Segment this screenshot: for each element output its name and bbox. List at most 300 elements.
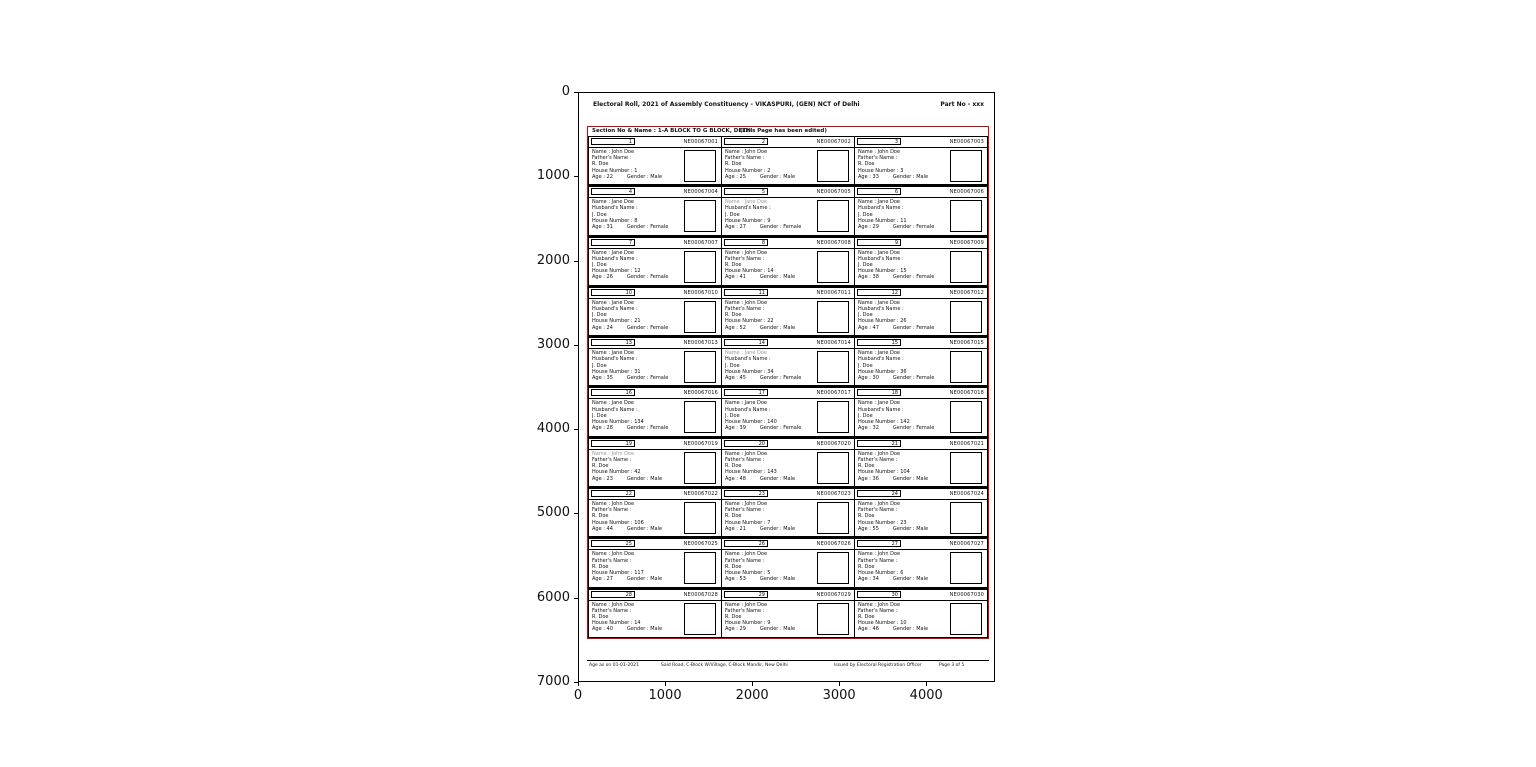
voter-card-row [588,589,988,638]
photo-box [950,351,982,383]
voter-age: Age : 36 [858,475,879,482]
serial-number: 21 [857,440,901,447]
house-number: House Number : 42 [592,469,641,476]
relation-label: Husband's Name : [592,306,638,313]
y-tick-label: 3000 [536,336,570,352]
photo-box [950,150,982,182]
photo-box [817,401,849,433]
voter-name: Name : John Doe [725,149,768,155]
house-number: House Number : 26 [858,318,907,325]
x-tick-label: 3000 [822,688,856,703]
age-gender-line [858,476,946,482]
age-gender-line [858,325,946,331]
voter-card [722,387,855,436]
voter-gender: Gender : Male [892,173,929,180]
voter-name: Name : John Doe [592,450,635,457]
voter-card [722,186,855,235]
relation-name: R. Doe [725,563,742,570]
epic-number: NE00067026 [816,541,851,548]
house-number: House Number : 14 [725,268,774,275]
x-tick-mark [578,682,579,686]
age-gender-line [858,375,946,381]
serial-number: 18 [857,389,901,396]
voter-card [722,337,855,386]
voter-gender: Gender : Female [892,425,935,432]
voter-age: Age : 26 [592,274,613,281]
epic-number: NE00067020 [816,440,851,447]
house-number: House Number : 21 [592,318,641,325]
voter-gender: Gender : Male [626,576,663,583]
voter-gender: Gender : Female [626,224,669,231]
serial-number: 8 [724,239,768,246]
voter-card [855,488,988,537]
age-gender-line [592,425,680,431]
house-number: House Number : 15 [858,268,907,275]
relation-name: R. Doe [858,513,875,520]
photo-box [684,603,716,635]
voter-age: Age : 28 [592,425,613,432]
epic-number: NE00067029 [816,591,851,598]
voter-card [588,488,722,537]
voter-name: Name : John Doe [858,149,901,155]
age-gender-line [592,325,680,331]
relation-name: R. Doe [858,463,875,470]
photo-box [684,150,716,182]
voter-gender: Gender : Female [892,274,935,281]
voter-card [588,337,722,386]
voter-name: Name : Jane Doe [592,350,634,357]
voter-name: Name : Jane Doe [858,249,900,256]
voter-age: Age : 53 [725,576,746,583]
epic-number: NE00067021 [949,440,984,447]
x-tick-label: 1000 [648,688,682,703]
voter-fields [589,550,682,586]
voter-name: Name : John Doe [858,501,901,508]
house-number: House Number : 31 [592,368,641,375]
voter-fields [589,399,682,435]
relation-label: Husband's Name : [592,356,638,363]
voter-fields [722,399,815,435]
voter-gender: Gender : Female [892,324,935,331]
relation-name: J. Doe [592,412,607,419]
voter-gender: Gender : Male [892,525,929,532]
voter-gender: Gender : Female [626,374,669,381]
x-tick-label: 2000 [735,688,769,703]
age-gender-line [592,174,680,180]
relation-label: Father's Name : [725,306,765,313]
document-title: Electoral Roll, 2021 of Assembly Constituency - VIKASPURI, (GEN) NCT of Delhi [593,101,860,108]
voter-fields [855,299,948,335]
voter-gender: Gender : Male [759,626,796,633]
y-tick-label: 7000 [536,674,570,689]
age-gender-line [725,576,813,582]
photo-box [684,200,716,232]
voter-age: Age : 30 [858,374,879,381]
voter-card [855,237,988,286]
voter-card [722,438,855,487]
voter-fields [722,500,815,536]
photo-box [684,301,716,333]
epic-number: NE00067018 [949,390,984,397]
relation-name: R. Doe [725,463,742,470]
voter-card-row [588,186,988,236]
x-tick-mark [665,682,666,686]
epic-number: NE00067030 [949,591,984,598]
section-name: Section No & Name : 1-A BLOCK TO G BLOCK, DELHI [592,128,753,134]
voter-name: Name : Jane Doe [592,249,634,256]
relation-label: Father's Name : [725,155,765,162]
voter-gender: Gender : Female [892,224,935,231]
voter-gender: Gender : Male [759,475,796,482]
age-gender-line [858,425,946,431]
house-number: House Number : 1 [592,167,638,174]
voter-name: Name : John Doe [858,551,901,558]
relation-name: J. Doe [725,412,740,419]
relation-label: Husband's Name : [858,306,904,313]
relation-label: Father's Name : [858,155,898,162]
relation-name: J. Doe [858,312,873,319]
house-number: House Number : 143 [725,469,777,476]
y-tick-mark [574,682,578,683]
epic-number: NE00067003 [949,139,984,145]
photo-box [950,401,982,433]
relation-name: R. Doe [592,614,609,621]
document-header [593,101,984,111]
relation-label: Father's Name : [725,557,765,564]
voter-fields [722,148,815,184]
voter-age: Age : 29 [858,224,879,231]
relation-name: J. Doe [592,362,607,369]
house-number: House Number : 23 [858,519,907,526]
house-number: House Number : 117 [592,569,644,576]
voter-name: Name : John Doe [725,601,768,608]
voter-age: Age : 44 [592,525,613,532]
photo-box [684,452,716,484]
voter-card-row [588,488,988,538]
relation-name: R. Doe [858,614,875,621]
relation-label: Father's Name : [858,507,898,514]
relation-name: J. Doe [858,211,873,218]
epic-number: NE00067014 [816,340,851,347]
serial-number: 24 [857,490,901,497]
voter-fields [589,601,682,637]
voter-name: Name : John Doe [725,450,768,457]
epic-number: NE00067027 [949,541,984,548]
voter-fields [589,500,682,536]
epic-number: NE00067005 [816,189,851,196]
age-gender-line [858,224,946,230]
relation-label: Husband's Name : [725,205,771,212]
voter-fields [855,249,948,285]
x-tick-label: 0 [573,688,583,703]
relation-label: Father's Name : [725,456,765,463]
epic-number: NE00067006 [949,189,984,196]
serial-number: 1 [591,138,635,145]
plot-axes [578,92,995,682]
serial-number: 2 [724,138,768,145]
footer-qualifying-date: Age as on 01-01-2021 [589,663,639,668]
voter-name: Name : Jane Doe [592,199,634,206]
voter-name: Name : John Doe [592,149,635,155]
voter-card-row [588,387,988,437]
house-number: House Number : 2 [725,167,771,174]
serial-number: 11 [724,289,768,296]
voter-age: Age : 45 [725,374,746,381]
voter-gender: Gender : Male [759,173,796,180]
relation-name: J. Doe [858,261,873,268]
voter-card [722,538,855,587]
serial-number: 30 [857,591,901,598]
voter-card [588,538,722,587]
house-number: House Number : 10 [858,620,907,627]
photo-box [950,552,982,584]
voter-fields [722,198,815,234]
epic-number: NE00067008 [816,239,851,246]
voter-card [588,589,722,638]
voter-fields [855,550,948,586]
house-number: House Number : 134 [592,419,644,426]
age-gender-line [858,174,946,180]
age-gender-line [592,576,680,582]
serial-number: 14 [724,339,768,346]
epic-number: NE00067013 [683,340,718,347]
voter-fields [589,450,682,486]
voter-fields [722,450,815,486]
house-number: House Number : 8 [592,217,638,224]
y-tick-label: 1000 [536,168,570,184]
voter-gender: Gender : Female [626,324,669,331]
age-gender-line [725,526,813,532]
serial-number: 4 [591,188,635,195]
voter-card-row [588,337,988,387]
relation-label: Father's Name : [592,456,632,463]
age-gender-line [858,526,946,532]
age-gender-line [858,626,946,632]
voter-card [588,438,722,487]
relation-name: R. Doe [725,261,742,268]
serial-number: 6 [857,188,901,195]
voter-card-row [588,438,988,488]
voter-card [588,287,722,336]
epic-number: NE00067025 [683,541,718,548]
epic-number: NE00067017 [816,390,851,397]
voter-gender: Gender : Male [892,626,929,633]
serial-number: 16 [591,389,635,396]
voter-card [722,136,855,185]
epic-number: NE00067007 [683,239,718,246]
house-number: House Number : 142 [858,419,910,426]
relation-name: R. Doe [592,563,609,570]
voter-name: Name : Jane Doe [725,400,767,407]
voter-name: Name : John Doe [725,501,768,508]
epic-number: NE00067009 [949,239,984,246]
voter-age: Age : 40 [592,626,613,633]
voter-age: Age : 48 [725,475,746,482]
voter-name: Name : John Doe [725,551,768,558]
voter-gender: Gender : Male [759,324,796,331]
epic-number: NE00067012 [949,289,984,296]
voter-gender: Gender : Female [626,274,669,281]
y-tick-mark [574,429,578,430]
voter-age: Age : 41 [725,274,746,281]
voter-fields [589,349,682,385]
voter-name: Name : John Doe [592,601,635,608]
y-tick-mark [574,345,578,346]
y-tick-mark [574,598,578,599]
house-number: House Number : 140 [725,419,777,426]
voter-age: Age : 32 [858,425,879,432]
voter-fields [855,399,948,435]
y-tick-label: 5000 [536,505,570,521]
relation-label: Father's Name : [858,456,898,463]
relation-label: Husband's Name : [858,406,904,413]
age-gender-line [858,274,946,280]
age-gender-line [592,375,680,381]
photo-box [817,351,849,383]
voter-age: Age : 47 [858,324,879,331]
voter-name: Name : John Doe [725,249,768,256]
epic-number: NE00067028 [683,591,718,598]
voter-gender: Gender : Female [759,224,802,231]
house-number: House Number : 34 [725,368,774,375]
voter-gender: Gender : Female [626,425,669,432]
photo-box [950,251,982,283]
photo-box [684,351,716,383]
serial-number: 10 [591,289,635,296]
relation-label: Father's Name : [592,507,632,514]
relation-label: Father's Name : [592,557,632,564]
voter-fields [855,450,948,486]
voter-gender: Gender : Male [626,173,663,180]
serial-number: 5 [724,188,768,195]
house-number: House Number : 12 [592,268,641,275]
photo-box [950,502,982,534]
voter-fields [722,550,815,586]
footer-officer: Issued by Electoral Registration Officer [834,663,922,668]
y-tick-mark [574,261,578,262]
relation-name: R. Doe [592,161,609,168]
voter-card [722,589,855,638]
voter-card-row [588,538,988,588]
voter-age: Age : 31 [592,224,613,231]
voter-card [855,538,988,587]
photo-box [817,251,849,283]
voter-name: Name : Jane Doe [725,199,767,206]
relation-name: R. Doe [592,513,609,520]
y-tick-mark [574,513,578,514]
voter-age: Age : 27 [725,224,746,231]
relation-name: R. Doe [858,161,875,168]
voter-age: Age : 27 [592,576,613,583]
house-number: House Number : 6 [858,569,904,576]
relation-label: Father's Name : [725,607,765,614]
age-gender-line [725,476,813,482]
voter-name: Name : John Doe [592,551,635,558]
age-gender-line [592,274,680,280]
epic-number: NE00067024 [949,491,984,498]
voter-fields [589,198,682,234]
photo-box [684,502,716,534]
epic-number: NE00067016 [683,390,718,397]
house-number: House Number : 5 [725,569,771,576]
voter-card [855,438,988,487]
voter-fields [855,601,948,637]
voter-fields [722,601,815,637]
house-number: House Number : 104 [858,469,910,476]
relation-name: J. Doe [725,362,740,369]
photo-box [817,452,849,484]
voter-card [722,237,855,286]
age-gender-line [725,274,813,280]
age-gender-line [725,425,813,431]
epic-number: NE00067010 [683,289,718,296]
voter-card [855,136,988,185]
voter-card [722,488,855,537]
x-tick-mark [839,682,840,686]
voter-name: Name : Jane Doe [858,350,900,357]
edited-note: (This Page has been edited) [740,128,827,134]
relation-label: Husband's Name : [725,406,771,413]
voter-age: Age : 35 [592,374,613,381]
serial-number: 17 [724,389,768,396]
relation-label: Husband's Name : [592,406,638,413]
photo-box [684,251,716,283]
relation-label: Father's Name : [592,607,632,614]
voter-fields [855,500,948,536]
footer-page-number: Page 3 of 5 [939,663,965,668]
voter-card [855,287,988,336]
age-gender-line [725,174,813,180]
footer-polling-station: Said Road, C-Block W/Village, C-Block Mandir, New Delhi [661,663,788,668]
voter-name: Name : Jane Doe [858,199,900,206]
voter-card-row [588,287,988,337]
voter-card [588,186,722,235]
serial-number: 28 [591,591,635,598]
photo-box [817,502,849,534]
voter-name: Name : John Doe [725,299,768,306]
house-number: House Number : 7 [725,519,771,526]
relation-label: Father's Name : [858,557,898,564]
voter-age: Age : 22 [592,173,613,180]
y-tick-label: 4000 [536,421,570,437]
voter-age: Age : 52 [725,324,746,331]
voter-age: Age : 38 [858,274,879,281]
voter-card-row [588,237,988,287]
photo-box [817,552,849,584]
voter-gender: Gender : Male [626,525,663,532]
voter-cards-grid [588,136,988,638]
age-gender-line [858,576,946,582]
epic-number: NE00067002 [816,139,851,145]
relation-name: R. Doe [725,513,742,520]
voter-name: Name : Jane Doe [725,350,767,357]
relation-label: Father's Name : [858,607,898,614]
relation-name: J. Doe [592,261,607,268]
voter-card [588,237,722,286]
page-footer [587,663,989,671]
photo-box [950,200,982,232]
photo-box [684,401,716,433]
serial-number: 23 [724,490,768,497]
epic-number: NE00067001 [683,139,718,145]
age-gender-line [725,626,813,632]
voter-name: Name : Jane Doe [858,400,900,407]
relation-label: Husband's Name : [858,205,904,212]
epic-number: NE00067015 [949,340,984,347]
voter-age: Age : 39 [725,425,746,432]
photo-box [684,552,716,584]
voter-name: Name : Jane Doe [592,400,634,407]
